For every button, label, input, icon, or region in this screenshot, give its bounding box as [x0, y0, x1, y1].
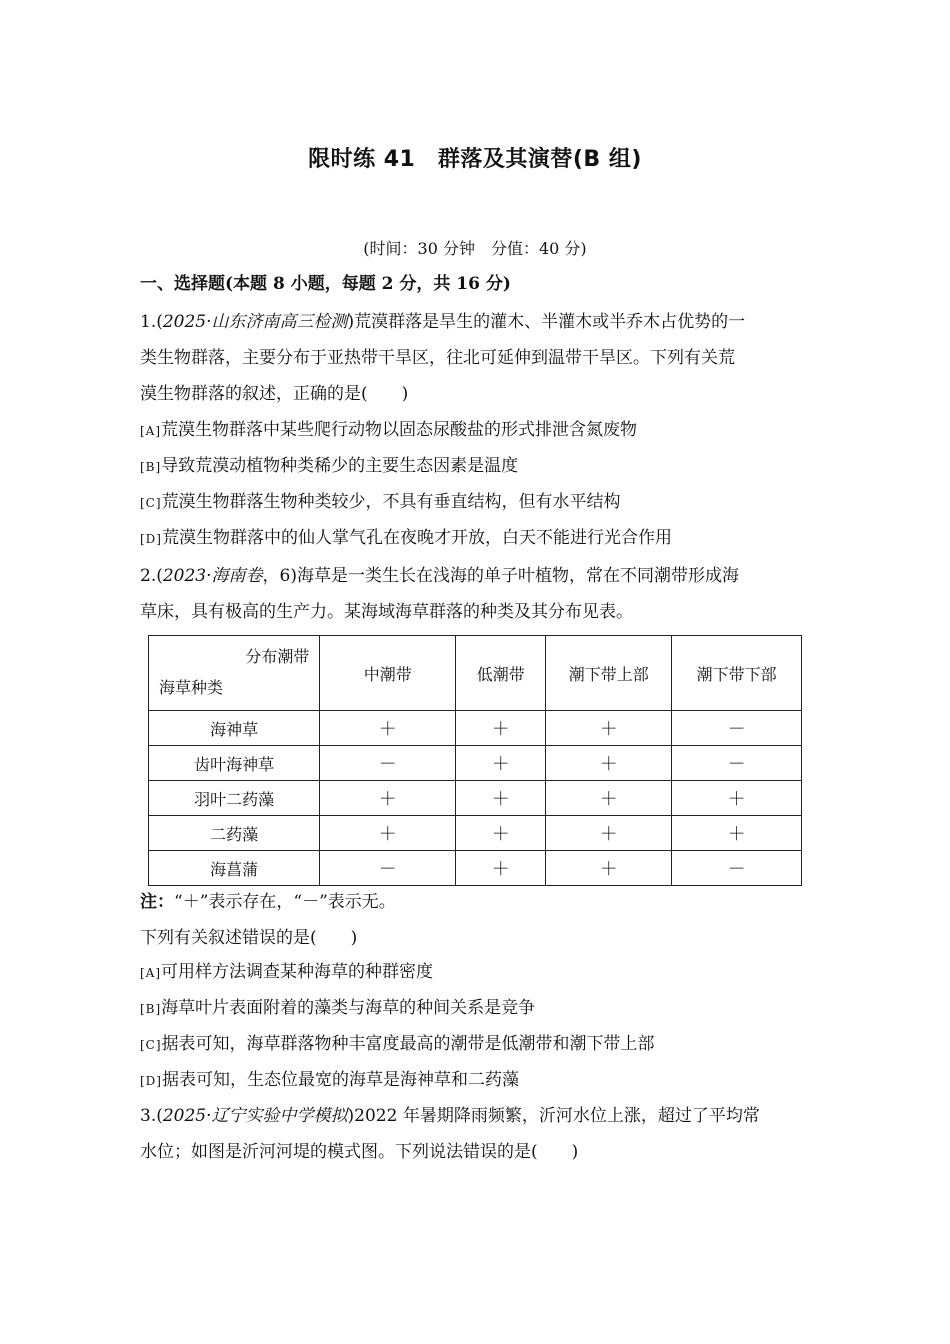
table-cell: ＋ — [546, 816, 672, 851]
q3-line1-text: )2022 年暑期降雨频繁，沂河水位上涨，超过了平均常 — [347, 1106, 760, 1126]
option-label: [B] — [140, 1002, 162, 1016]
column-header: 潮下带下部 — [672, 636, 802, 711]
option-label: [D] — [140, 1074, 162, 1088]
option-text: 可用样方法调查某种海草的种群密度 — [161, 962, 434, 982]
option-label: [D] — [140, 532, 162, 546]
table-row — [149, 781, 802, 816]
species-name: 二药藻 — [149, 816, 320, 851]
q3-line-2: 水位；如图是沂河河堤的模式图。下列说法错误的是( ) — [140, 1142, 579, 1162]
table-cell: ＋ — [456, 711, 546, 746]
q3-line-1 — [140, 1104, 815, 1128]
table-cell: ＋ — [672, 781, 802, 816]
table-cell: － — [320, 851, 456, 886]
corner-top-label: 分布潮带 — [245, 647, 310, 666]
option-text: 据表可知，海草群落物种丰富度最高的潮带是低潮带和潮下带上部 — [161, 1034, 655, 1054]
q1-option-a[interactable] — [140, 418, 815, 443]
option-label: [C] — [140, 496, 162, 510]
option-text: 荒漠生物群落生物种类较少，不具有垂直结构，但有水平结构 — [161, 492, 621, 512]
option-text: 荒漠生物群落中的仙人掌气孔在夜晚才开放，白天不能进行光合作用 — [161, 528, 672, 548]
note-text: “＋”表示存在，“－”表示无。 — [174, 892, 396, 912]
species-name: 齿叶海神草 — [149, 746, 320, 781]
page-title: 限时练 41 群落及其演替(B 组) — [308, 147, 642, 172]
table-corner-cell — [149, 636, 320, 711]
q1-option-c[interactable] — [140, 490, 815, 515]
option-text: 海草叶片表面附着的藻类与海草的种间关系是竞争 — [161, 998, 536, 1018]
q1-source: 2025·山东济南高三检测 — [162, 312, 348, 332]
table-cell: － — [672, 746, 802, 781]
table-cell: ＋ — [456, 851, 546, 886]
q1-number: 1.( — [140, 312, 163, 332]
q1-option-b[interactable] — [140, 454, 815, 479]
q2-line1-text: ，6)海草是一类生长在浅海的单子叶植物，常在不同潮带形成海 — [262, 566, 739, 586]
table-cell: ＋ — [320, 816, 456, 851]
table-cell: ＋ — [546, 746, 672, 781]
exam-meta: (时间：30 分钟 分值：40 分) — [363, 239, 587, 258]
table-cell: ＋ — [320, 781, 456, 816]
q2-option-a[interactable] — [140, 960, 815, 985]
seagrass-distribution-table — [148, 635, 802, 886]
table-row — [149, 851, 802, 886]
column-header: 中潮带 — [320, 636, 456, 711]
table-cell: ＋ — [456, 816, 546, 851]
q2-source: 2023·海南卷 — [162, 566, 263, 586]
table-cell: ＋ — [546, 711, 672, 746]
q1-line-1 — [140, 310, 815, 334]
q3-source: 2025·辽宁实验中学模拟 — [162, 1106, 348, 1126]
q2-option-d[interactable] — [140, 1068, 815, 1093]
option-label: [A] — [140, 424, 162, 438]
table-cell: ＋ — [546, 851, 672, 886]
section-heading: 一、选择题(本题 8 小题，每题 2 分，共 16 分) — [140, 274, 511, 294]
q3-number: 3.( — [140, 1106, 163, 1126]
q2-line-2: 草床，具有极高的生产力。某海域海草群落的种类及其分布见表。 — [140, 602, 633, 622]
q2-option-c[interactable] — [140, 1032, 815, 1057]
table-cell: ＋ — [546, 781, 672, 816]
table-row — [149, 711, 802, 746]
q1-option-d[interactable] — [140, 526, 815, 551]
q1-line-3: 漠生物群落的叙述，正确的是( ) — [140, 384, 409, 404]
q1-line-2: 类生物群落，主要分布于亚热带干旱区，往北可延伸到温带干旱区。下列有关荒 — [140, 348, 735, 368]
table-cell: － — [320, 746, 456, 781]
note-label: 注： — [140, 892, 174, 912]
table-cell: ＋ — [456, 781, 546, 816]
option-text: 导致荒漠动植物种类稀少的主要生态因素是温度 — [161, 456, 519, 476]
column-header: 低潮带 — [456, 636, 546, 711]
q2-stem: 下列有关叙述错误的是( ) — [140, 928, 358, 948]
q2-option-b[interactable] — [140, 996, 815, 1021]
table-row — [149, 816, 802, 851]
column-header: 潮下带上部 — [546, 636, 672, 711]
table-cell: － — [672, 711, 802, 746]
q2-line-1 — [140, 564, 815, 588]
table-row — [149, 746, 802, 781]
table-cell: ＋ — [456, 746, 546, 781]
table-cell: ＋ — [672, 816, 802, 851]
option-text: 据表可知，生态位最宽的海草是海神草和二药藻 — [161, 1070, 519, 1090]
option-label: [C] — [140, 1038, 162, 1052]
q2-number: 2.( — [140, 566, 163, 586]
table-cell: ＋ — [320, 711, 456, 746]
species-name: 海神草 — [149, 711, 320, 746]
table-note — [140, 890, 815, 914]
option-text: 荒漠生物群落中某些爬行动物以固态尿酸盐的形式排泄含氮废物 — [161, 420, 638, 440]
q1-line1-text: )荒漠群落是旱生的灌木、半灌木或半乔木占优势的一 — [347, 312, 746, 332]
corner-bottom-label: 海草种类 — [159, 678, 224, 697]
species-name: 羽叶二药藻 — [149, 781, 320, 816]
option-label: [B] — [140, 460, 162, 474]
species-name: 海菖蒲 — [149, 851, 320, 886]
option-label: [A] — [140, 966, 162, 980]
table-cell: － — [672, 851, 802, 886]
table-header-row — [149, 636, 802, 711]
